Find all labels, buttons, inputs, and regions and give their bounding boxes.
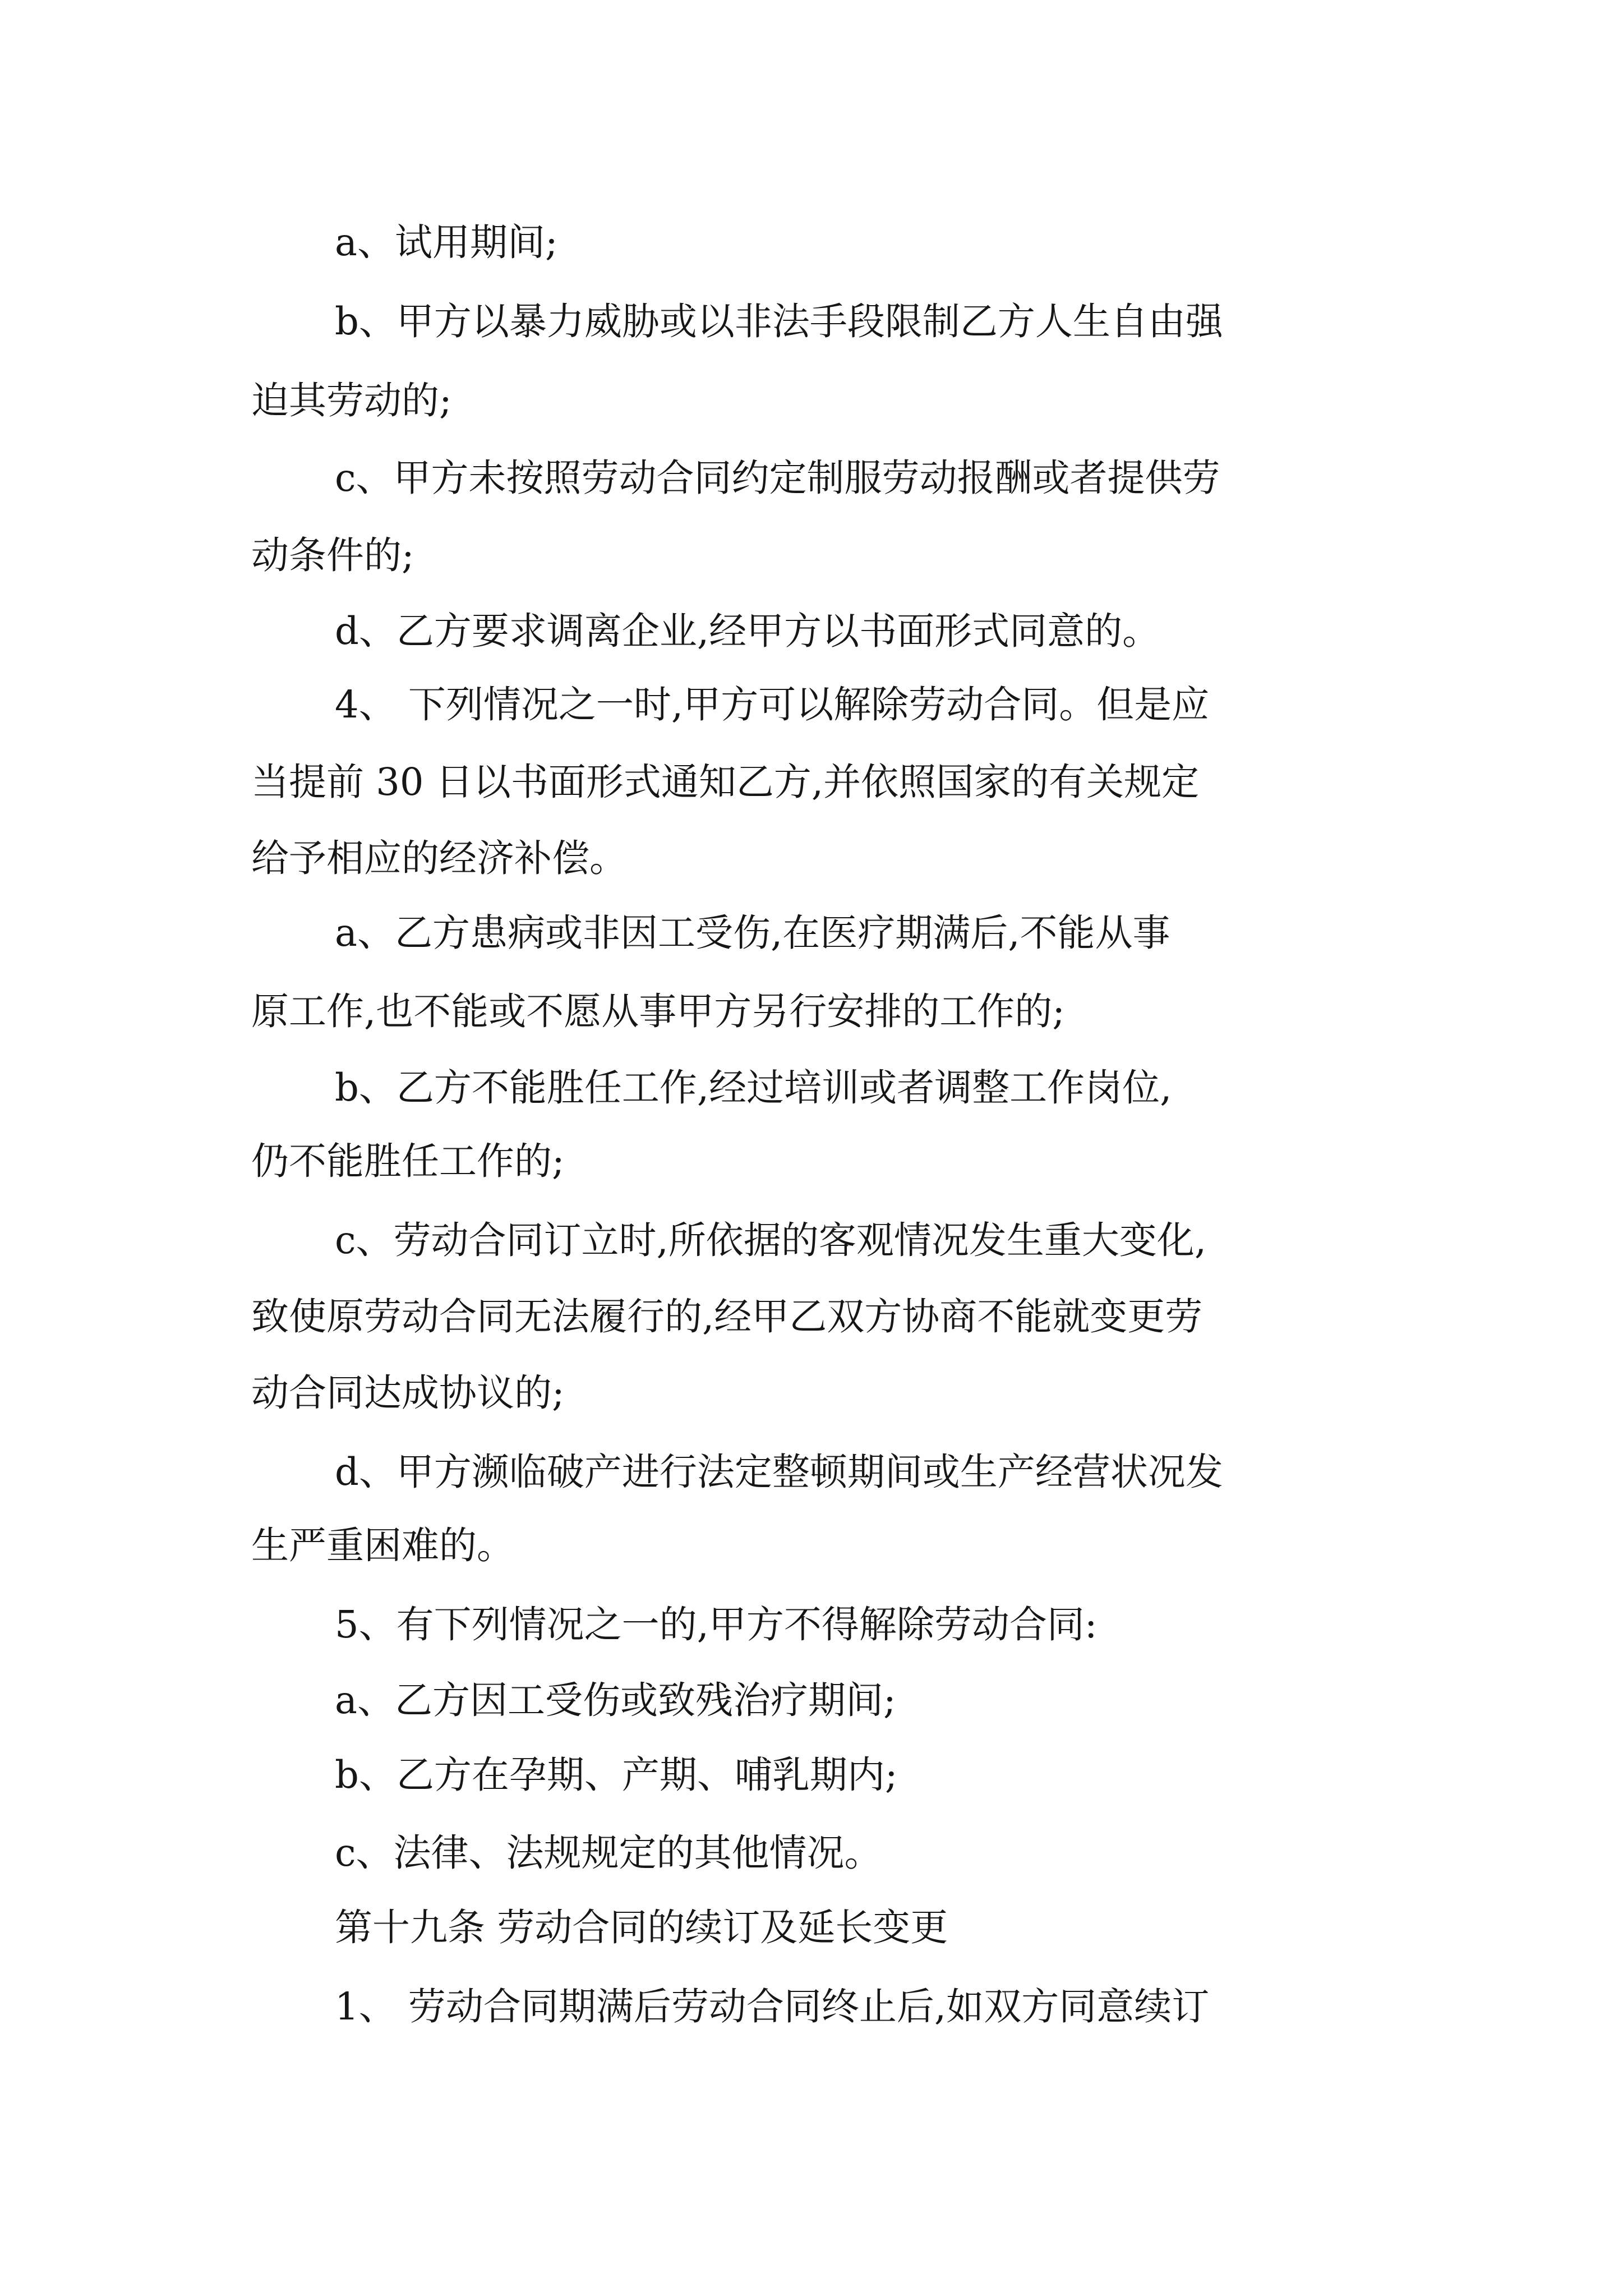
text-line: d、乙方要求调离企业,经甲方以书面形式同意的。 — [335, 609, 1160, 653]
text-line: a、乙方因工受伤或致残治疗期间; — [335, 1678, 896, 1722]
text-line: 生严重困难的。 — [251, 1524, 514, 1567]
text-line: 动合同达成协议的; — [251, 1371, 565, 1415]
text-line: 动条件的; — [251, 533, 414, 577]
text-line: 1、 劳动合同期满后劳动合同终止后,如双方同意续订 — [335, 1985, 1210, 2028]
text-line: 当提前 30 日以书面形式通知乙方,并依照国家的有关规定 — [251, 760, 1200, 804]
text-line: a、乙方患病或非因工受伤,在医疗期满后,不能从事 — [335, 911, 1170, 955]
text-line: c、法律、法规规定的其他情况。 — [335, 1831, 882, 1875]
text-line: c、甲方未按照劳动合同约定制服劳动报酬或者提供劳 — [335, 456, 1220, 500]
text-line: 致使原劳动合同无法履行的,经甲乙双方协商不能就变更劳 — [251, 1295, 1203, 1338]
text-line: b、甲方以暴力威胁或以非法手段限制乙方人生自由强 — [335, 300, 1223, 343]
text-line: b、乙方在孕期、产期、哺乳期内; — [335, 1753, 898, 1797]
text-line: c、劳动合同订立时,所依据的客观情况发生重大变化, — [335, 1218, 1207, 1262]
text-line: 4、 下列情况之一时,甲方可以解除劳动合同。但是应 — [335, 683, 1210, 726]
text-line: d、甲方濒临破产进行法定整顿期间或生产经营状况发 — [335, 1450, 1223, 1494]
text-line: 第十九条 劳动合同的续订及延长变更 — [335, 1906, 948, 1949]
text-line: a、试用期间; — [335, 220, 558, 264]
text-line: 仍不能胜任工作的; — [251, 1139, 565, 1183]
text-line: 迫其劳动的; — [251, 379, 452, 422]
text-line: 原工作,也不能或不愿从事甲方另行安排的工作的; — [251, 990, 1065, 1033]
text-line: 给予相应的经济补偿。 — [251, 836, 627, 880]
text-line: b、乙方不能胜任工作,经过培训或者调整工作岗位, — [335, 1066, 1172, 1110]
text-line: 5、有下列情况之一的,甲方不得解除劳动合同: — [335, 1603, 1098, 1646]
